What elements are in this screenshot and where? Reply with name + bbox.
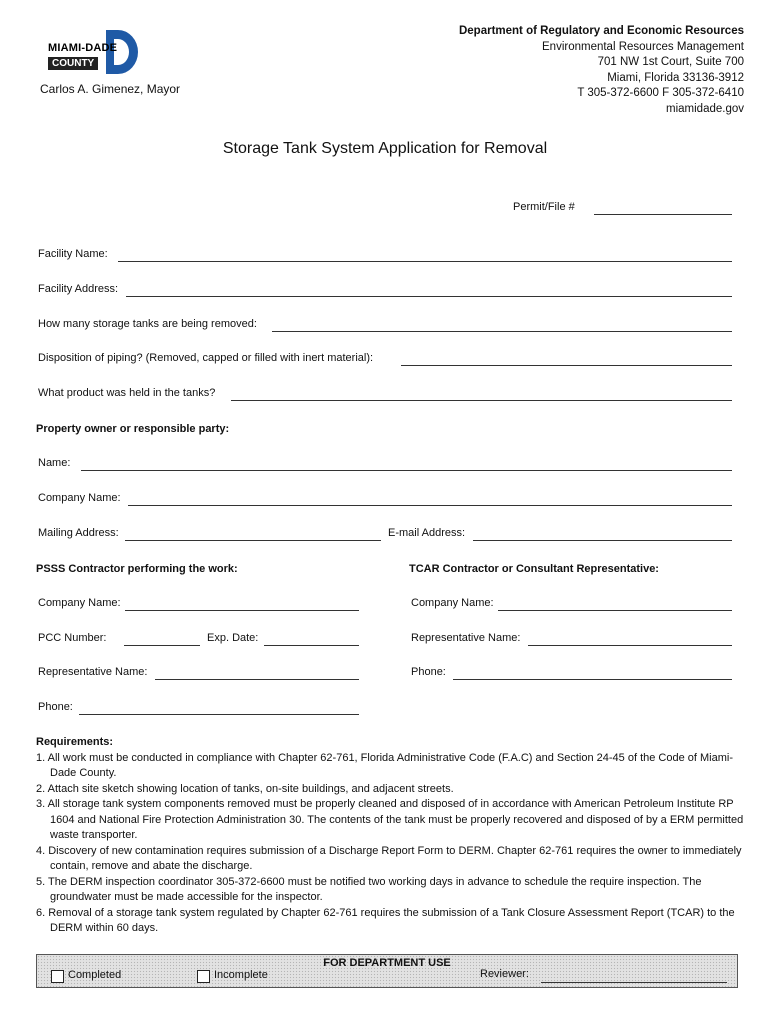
facility-name-field[interactable] xyxy=(118,261,732,262)
psss-exp-date-field[interactable] xyxy=(264,645,359,646)
owner-mailing-field[interactable] xyxy=(125,540,381,541)
tcar-rep-label: Representative Name: xyxy=(411,632,521,644)
piping-disposition-label: Disposition of piping? (Removed, capped or filled with inert material): xyxy=(38,352,374,364)
reviewer-field[interactable] xyxy=(541,982,727,983)
mayor-name: Carlos A. Gimenez, Mayor xyxy=(40,82,181,96)
tcar-section-heading: TCAR Contractor or Consultant Representative: xyxy=(409,563,659,575)
document-title: Storage Tank System Application for Removal xyxy=(222,140,548,157)
permit-file-field[interactable] xyxy=(594,214,732,215)
incomplete-checkbox[interactable] xyxy=(197,970,210,983)
tcar-company-field[interactable] xyxy=(498,610,732,611)
owner-mailing-label: Mailing Address: xyxy=(38,527,119,539)
department-use-box xyxy=(36,954,738,988)
owner-name-label: Name: xyxy=(38,457,71,469)
completed-checkbox[interactable] xyxy=(51,970,64,983)
requirements-heading: Requirements: xyxy=(36,736,114,748)
tcar-company-label: Company Name: xyxy=(411,597,494,609)
owner-company-field[interactable] xyxy=(128,505,732,506)
department-address-block xyxy=(459,24,744,117)
tcar-rep-field[interactable] xyxy=(528,645,732,646)
facility-name-label: Facility Name: xyxy=(38,248,108,260)
owner-name-field[interactable] xyxy=(81,470,732,471)
requirement-item: 6. Removal of a storage tank system regulated by Chapter 62-761 requires the submission of a Tank Closure Assessment Report (TCAR) to the DERM within 60 days. xyxy=(36,906,735,934)
psss-phone-label: Phone: xyxy=(38,701,73,713)
department-name: Department of Regulatory and Economic Resources xyxy=(458,25,744,37)
psss-rep-label: Representative Name: xyxy=(38,666,148,678)
requirement-item: 4. Discovery of new contamination requires submission of a Discharge Report Form to DERM. Chapter 62-761 requires the owner to immediately contain, remove and abate the discharge. xyxy=(36,844,742,872)
psss-company-label: Company Name: xyxy=(38,597,121,609)
tanks-count-field[interactable] xyxy=(272,331,732,332)
owner-company-label: Company Name: xyxy=(38,492,121,504)
requirement-item: 1. All work must be conducted in compliance with Chapter 62-761, Florida Administrative Code (F.A.C) and Section 24-45 of the Code of Miami-Dade County. xyxy=(36,751,734,779)
product-held-field[interactable] xyxy=(231,400,732,401)
logo-text-county: COUNTY xyxy=(48,57,98,70)
department-phone: T 305-372-6600 F 305-372-6410 xyxy=(577,87,744,99)
psss-company-field[interactable] xyxy=(125,610,359,611)
reviewer-label: Reviewer: xyxy=(480,968,529,980)
logo-text-miami-dade: MIAMI-DADE xyxy=(48,42,118,54)
psss-rep-field[interactable] xyxy=(155,679,359,680)
tcar-phone-field[interactable] xyxy=(453,679,732,680)
permit-file-label: Permit/File # xyxy=(513,201,575,213)
department-division: Environmental Resources Management xyxy=(542,40,744,53)
department-use-title: FOR DEPARTMENT USE xyxy=(323,957,451,969)
completed-label: Completed xyxy=(68,969,122,981)
owner-email-label: E-mail Address: xyxy=(388,527,466,539)
psss-exp-date-label: Exp. Date: xyxy=(207,632,259,644)
owner-email-field[interactable] xyxy=(473,540,732,541)
department-web: miamidade.gov xyxy=(666,102,744,115)
tcar-phone-label: Phone: xyxy=(411,666,446,678)
requirements-section xyxy=(36,735,746,937)
product-held-label: What product was held in the tanks? xyxy=(38,387,216,399)
requirement-item: 2. Attach site sketch showing location of tanks, on-site buildings, and adjacent streets. xyxy=(36,782,454,795)
piping-disposition-field[interactable] xyxy=(401,365,732,366)
psss-phone-field[interactable] xyxy=(79,714,359,715)
requirement-item: 3. All storage tank system components removed must be properly cleaned and disposed of in accordance with American Petroleum Institute RP 1604 and National Fire Protection Administration 30. The contents of the tank must be properly recovered and disposed of by a ERM permitted waste transporter. xyxy=(36,798,744,841)
incomplete-label: Incomplete xyxy=(214,969,268,981)
department-city: Miami, Florida 33136-3912 xyxy=(607,71,744,84)
miami-dade-logo xyxy=(40,30,140,74)
psss-pcc-label: PCC Number: xyxy=(38,632,107,644)
tanks-count-label: How many storage tanks are being removed: xyxy=(38,318,257,330)
requirement-item: 5. The DERM inspection coordinator 305-372-6600 must be notified two working days in advance to schedule the require inspection. The groundwater must be made accessible for the inspector. xyxy=(36,875,702,903)
psss-pcc-field[interactable] xyxy=(124,645,200,646)
psss-section-heading: PSSS Contractor performing the work: xyxy=(36,563,238,575)
facility-address-field[interactable] xyxy=(126,296,732,297)
facility-address-label: Facility Address: xyxy=(38,283,119,295)
owner-section-heading: Property owner or responsible party: xyxy=(36,423,230,435)
department-street: 701 NW 1st Court, Suite 700 xyxy=(597,56,744,68)
